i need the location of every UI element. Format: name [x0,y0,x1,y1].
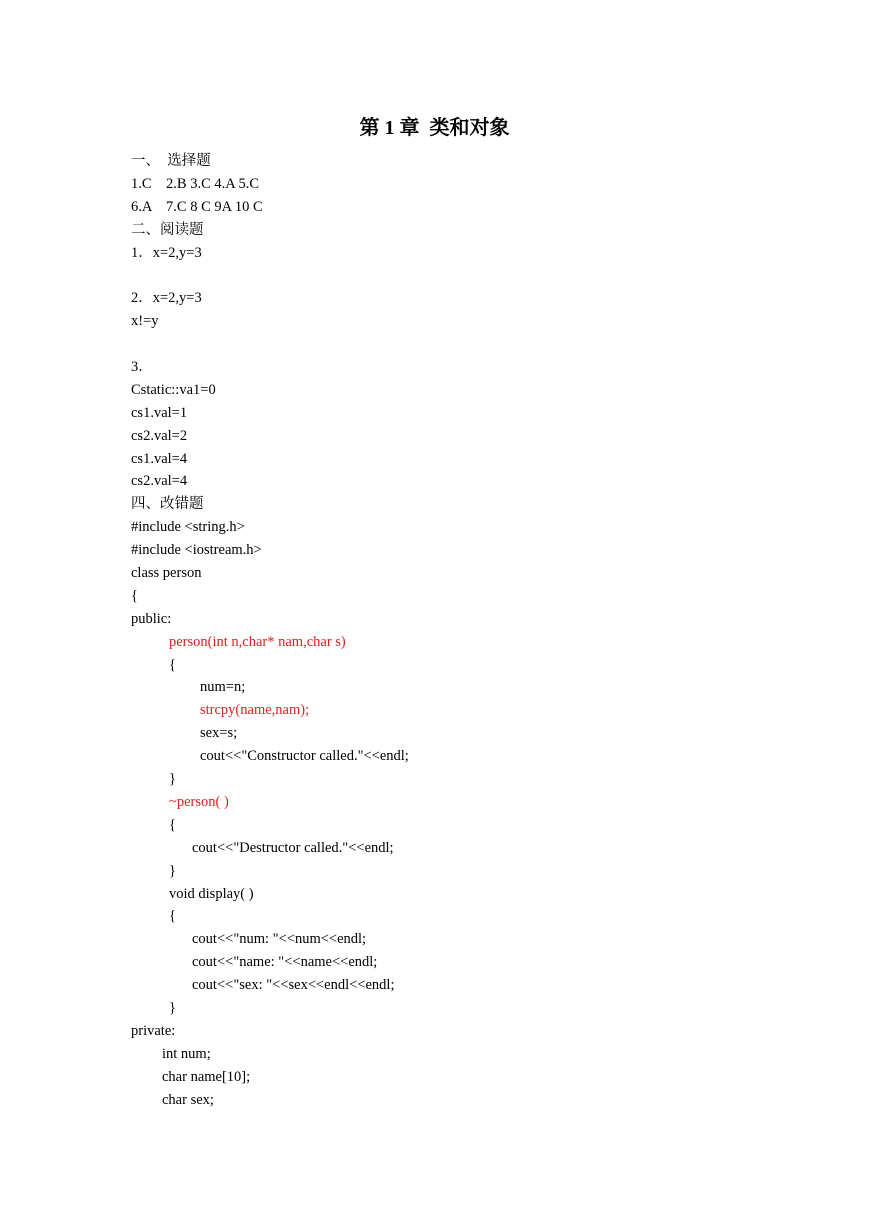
code-line: cout<<"sex: "<<sex<<endl<<endl; [192,977,395,994]
code-line: private: [131,1022,176,1039]
code-line: #include <string.h> [131,519,245,536]
code-line: #include <iostream.h> [131,542,262,559]
reading-answer-3-line: cs1.val=4 [131,450,188,467]
choice-heading: 一、 选择题 [131,153,211,169]
reading-answer-1: 1．x=2,y=3 [131,244,202,261]
code-line: { [169,816,176,833]
code-line-corrected: ~person( ) [169,793,229,810]
blank-line [131,333,791,356]
code-line: { [169,908,176,925]
code-line: cout<<"name: "<<name<<endl; [192,954,378,971]
chapter-title: 第 1 章 类和对象 [359,117,510,139]
reading-heading: 二、阅读题 [131,221,204,238]
code-line: public: [131,610,172,627]
code-line: cout<<"Destructor called."<<endl; [192,839,394,856]
code-line: char name[10]; [162,1068,251,1085]
code-line: void display( ) [169,885,254,902]
fix-heading: 四、改错题 [131,496,204,513]
code-line: { [131,587,138,604]
document-body [131,150,791,1111]
code-line: cout<<"Constructor called."<<endl; [200,748,409,765]
code-line: num=n; [200,679,246,696]
code-line: } [169,999,176,1016]
code-line: cout<<"num: "<<num<<endl; [192,931,367,948]
blank-line [131,264,791,287]
code-line-corrected: strcpy(name,nam); [200,702,310,719]
code-line-corrected: person(int n,char* nam,char s) [169,633,346,650]
reading-answer-2-line2: x!=y [131,313,159,330]
code-line: class person [131,565,202,582]
reading-answer-3-line: cs2.val=4 [131,473,188,490]
choice-answers-2: 6.A 7.C 8 C 9A 10 C [131,198,263,215]
choice-answers-1: 1.C 2.B 3.C 4.A 5.C [131,175,260,192]
code-line: sex=s; [200,725,238,742]
reading-answer-3-line: cs1.val=1 [131,404,188,421]
code-line: } [169,771,176,788]
reading-answer-3-line: cs2.val=2 [131,427,188,444]
code-line: { [169,656,176,673]
code-line: int num; [162,1045,211,1062]
code-line: char sex; [162,1091,214,1108]
reading-answer-2: 2．x=2,y=3 [131,290,202,307]
code-line: } [169,862,176,879]
reading-answer-3: 3． [131,359,153,376]
reading-answer-3-line: Cstatic::va1=0 [131,381,216,398]
